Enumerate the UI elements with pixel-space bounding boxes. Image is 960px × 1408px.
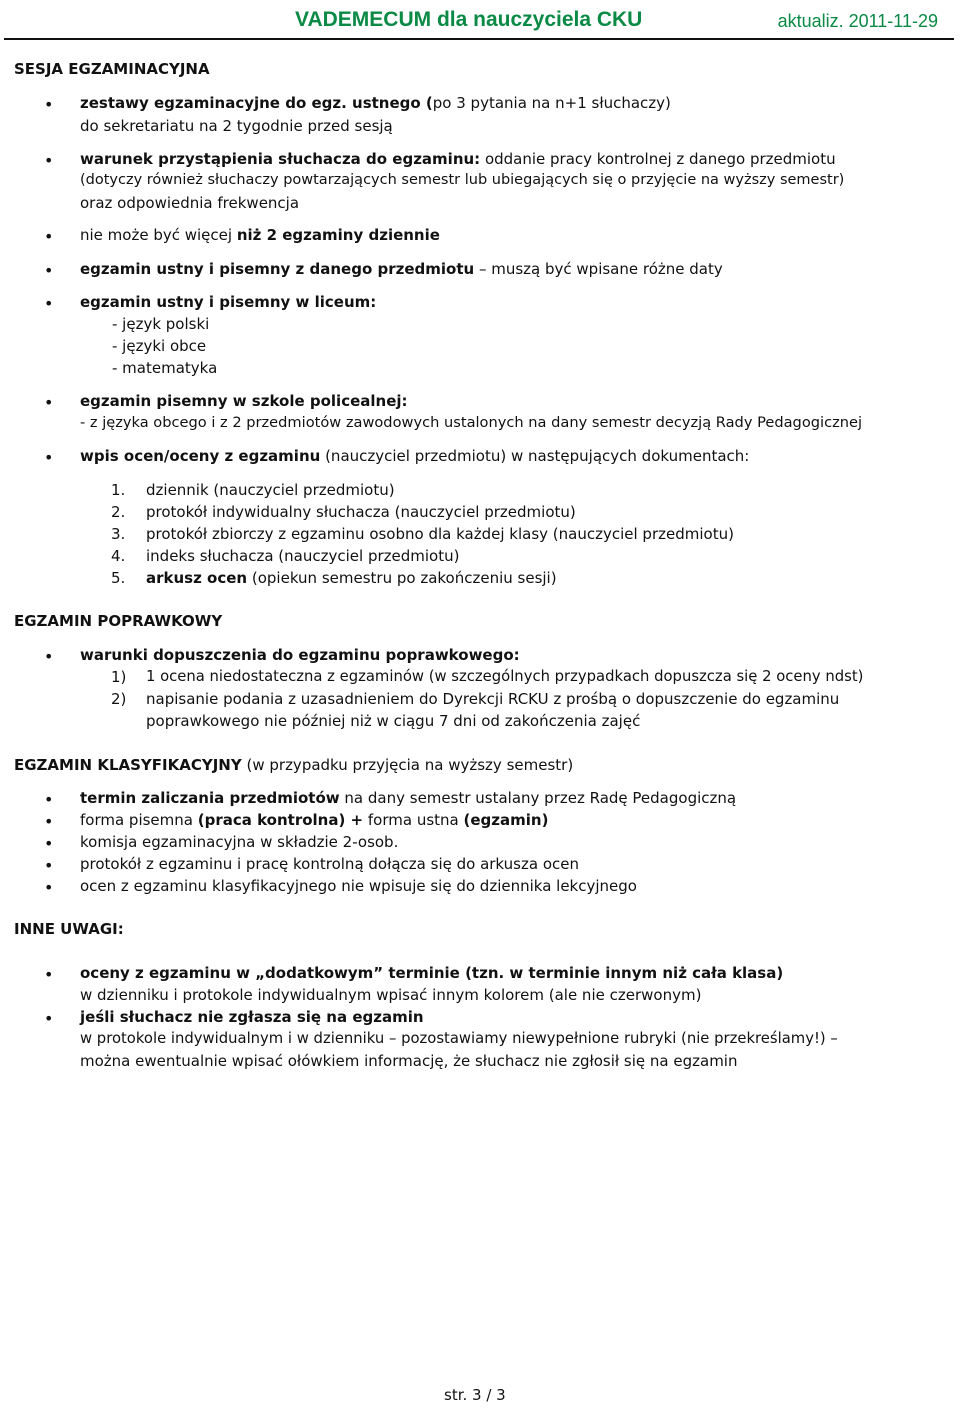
list-item-protokol: protokół z egzaminu i pracę kontrolną dołącza się do arkusza ocen [80, 855, 579, 873]
page-header [4, 4, 954, 40]
bullet: • [44, 393, 54, 412]
doc-item: arkusz ocen (opiekun semestru po zakończeniu sesji) [146, 569, 557, 587]
doc-number: 1. [111, 481, 126, 499]
list-item-warunek-line3: oraz odpowiednia frekwencja [80, 194, 300, 212]
bullet: • [44, 448, 54, 467]
doc-item: protokół zbiorczy z egzaminu osobno dla każdej klasy (nauczyciel przedmiotu) [146, 525, 734, 543]
condition-item: 1 ocena niedostateczna z egzaminów (w szczególnych przypadkach dopuszcza się 2 oceny ndst) [146, 668, 864, 685]
update-date: aktualiz. 2011-11-29 [777, 11, 938, 31]
sub-item-matematyka: - matematyka [112, 359, 218, 377]
list-item-policealna-line2: - z języka obcego i z 2 przedmiotów zawodowych ustalonych na dany semestr decyzją Rady Pedagogicznej [80, 414, 863, 431]
bullet: • [44, 294, 54, 313]
section-heading-klasyfikacyjny: EGZAMIN KLASYFIKACYJNY (w przypadku przyjęcia na wyższy semestr) [14, 756, 574, 774]
bullet: • [44, 1009, 54, 1028]
list-item-zestawy-line2: do sekretariatu na 2 tygodnie przed sesją [80, 117, 393, 135]
section-heading-poprawkowy: EGZAMIN POPRAWKOWY [14, 612, 223, 630]
list-item-warunek: warunek przystąpienia słuchacza do egzaminu: oddanie pracy kontrolnej z danego przedmiotu [80, 150, 836, 168]
condition-number: 2) [111, 690, 127, 708]
bullet: • [44, 790, 54, 809]
section-heading-sesja: SESJA EGZAMINACYJNA [14, 60, 210, 78]
list-item-warunek-line2: (dotyczy również słuchaczy powtarzających semestr lub ubiegających się o przyjęcie na wyższy semestr) [80, 172, 845, 188]
condition-item-line2: poprawkowego nie później niż w ciągu 7 dni od zakończenia zajęć [146, 712, 641, 730]
bullet: • [44, 878, 54, 897]
bullet: • [44, 965, 54, 984]
list-item-zestawy: zestawy egzaminacyjne do egz. ustnego (po 3 pytania na n+1 słuchaczy) [80, 94, 671, 112]
list-item-dodatkowy-line2: w dzienniku i protokole indywidualnym wpisać innym kolorem (ale nie czerwonym) [80, 986, 702, 1004]
bullet: • [44, 227, 54, 246]
list-item-warunki: warunki dopuszczenia do egzaminu poprawkowego: [80, 646, 520, 664]
bullet: • [44, 151, 54, 170]
list-item-liceum: egzamin ustny i pisemny w liceum: [80, 293, 377, 311]
list-item-termin: termin zaliczania przedmiotów na dany semestr ustalany przez Radę Pedagogiczną [80, 789, 737, 807]
sub-item-polski: - język polski [112, 315, 210, 333]
doc-item: indeks słuchacza (nauczyciel przedmiotu) [146, 547, 460, 565]
list-item-komisja: komisja egzaminacyjna w składzie 2-osob. [80, 833, 399, 851]
list-item-ocen: ocen z egzaminu klasyfikacyjnego nie wpisuje się do dziennika lekcyjnego [80, 877, 637, 895]
list-item-nie-zglasza: jeśli słuchacz nie zgłasza się na egzamin [80, 1008, 424, 1026]
bullet: • [44, 647, 54, 666]
doc-number: 4. [111, 547, 126, 565]
bullet: • [44, 856, 54, 875]
condition-number: 1) [111, 668, 127, 686]
doc-item: protokół indywidualny słuchacza (nauczyciel przedmiotu) [146, 503, 576, 521]
bullet: • [44, 261, 54, 280]
document-title: VADEMECUM dla nauczyciela CKU [295, 8, 643, 31]
list-item-forma: forma pisemna (praca kontrolna) + forma ustna (egzamin) [80, 811, 549, 829]
bullet: • [44, 834, 54, 853]
doc-item: dziennik (nauczyciel przedmiotu) [146, 481, 395, 499]
doc-number: 3. [111, 525, 126, 543]
doc-number: 5. [111, 569, 126, 587]
bullet: • [44, 812, 54, 831]
list-item-nie-zglasza-line2: w protokole indywidualnym i w dzienniku – pozostawiamy niewypełnione rubryki (nie przekreślamy!) – [80, 1030, 838, 1047]
sub-item-obce: - języki obce [112, 337, 207, 355]
doc-number: 2. [111, 503, 126, 521]
condition-item: napisanie podania z uzasadnieniem do Dyrekcji RCKU z prośbą o dopuszczenie do egzaminu [146, 690, 840, 708]
list-item-policealna: egzamin pisemny w szkole policealnej: [80, 392, 408, 410]
list-item-limit: nie może być więcej niż 2 egzaminy dziennie [80, 226, 440, 244]
bullet: • [44, 95, 54, 114]
page-number: str. 3 / 3 [444, 1386, 506, 1404]
list-item-ustny-pisemny: egzamin ustny i pisemny z danego przedmiotu – muszą być wpisane różne daty [80, 260, 723, 278]
list-item-dodatkowy: oceny z egzaminu w „dodatkowym” terminie (tzn. w terminie innym niż cała klasa) [80, 964, 784, 982]
list-item-nie-zglasza-line3: można ewentualnie wpisać ołówkiem informację, że słuchacz nie zgłosił się na egzamin [80, 1052, 738, 1070]
list-item-wpis-ocen: wpis ocen/oceny z egzaminu (nauczyciel przedmiotu) w następujących dokumentach: [80, 447, 750, 465]
section-heading-uwagi: INNE UWAGI: [14, 920, 124, 938]
